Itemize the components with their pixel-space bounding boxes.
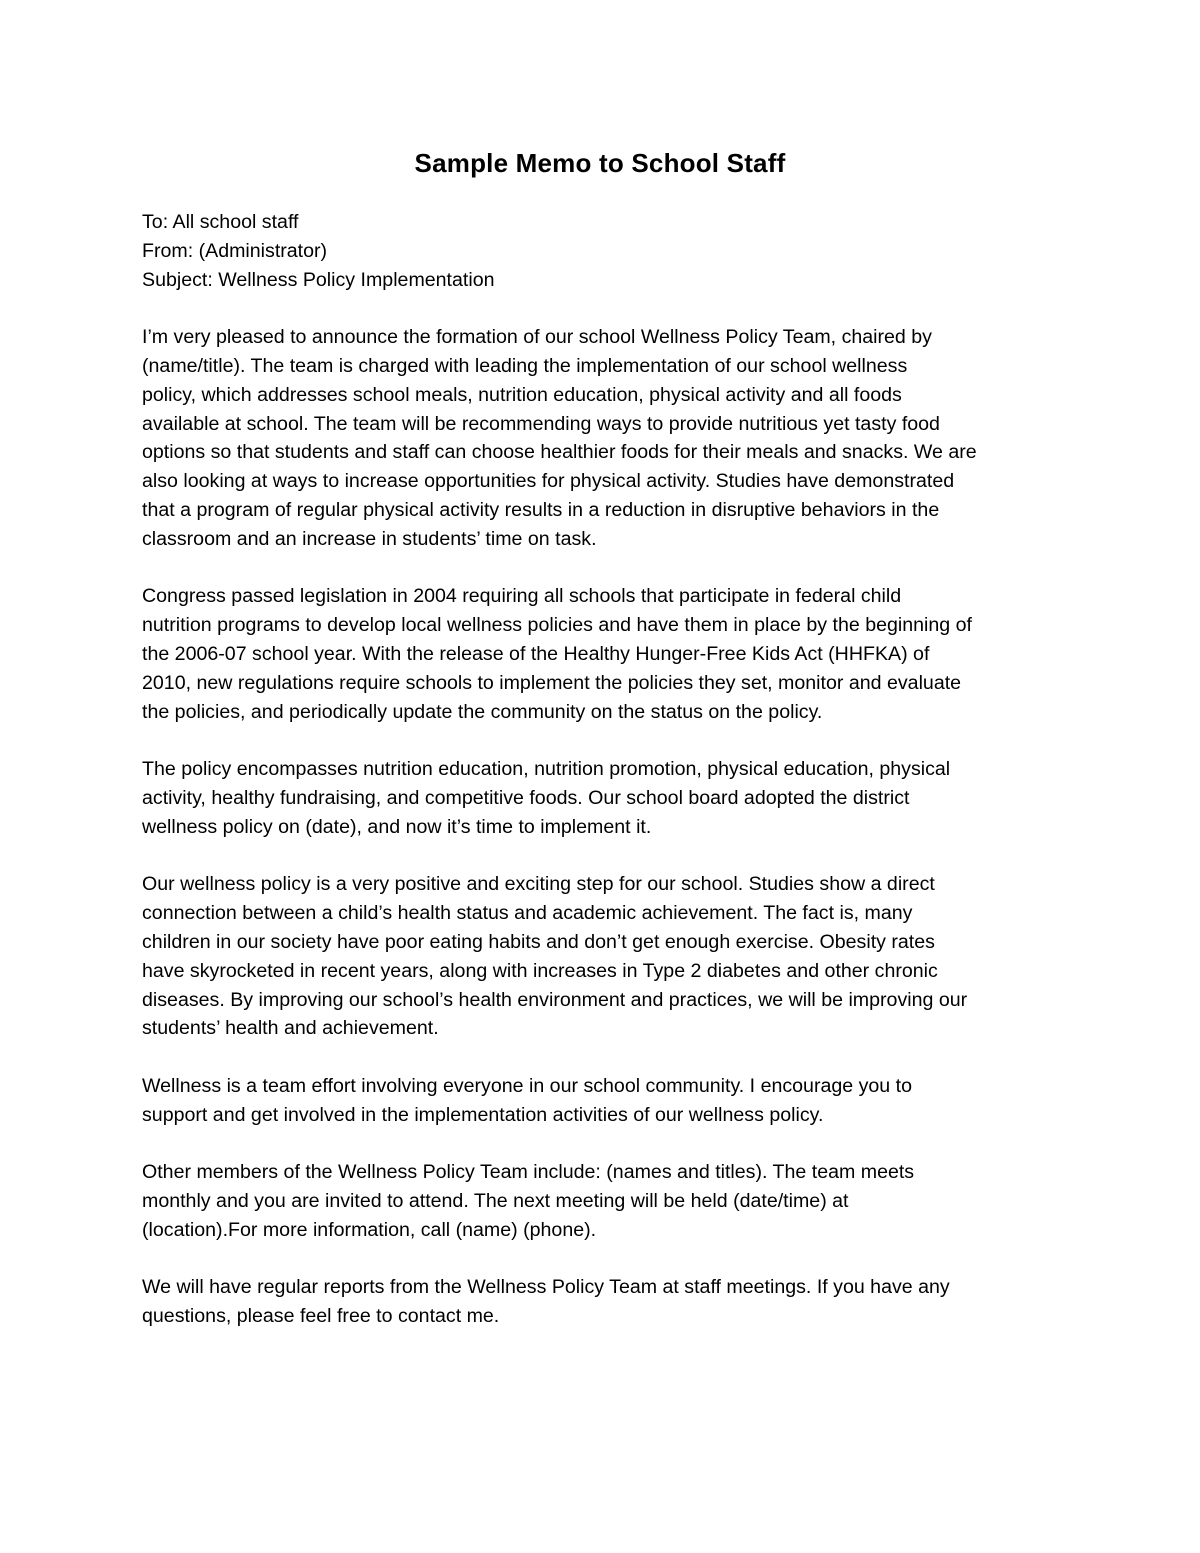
text-line: that a program of regular physical activity results in a reduction in disruptive behaviors in the xyxy=(142,498,940,521)
text-line: options so that students and staff can choose healthier foods for their meals and snacks. We are xyxy=(142,441,977,464)
text-line: support and get involved in the implementation activities of our wellness policy. xyxy=(142,1103,824,1126)
paragraph-team-members xyxy=(142,1158,1072,1244)
text-line: the 2006-07 school year. With the release of the Healthy Hunger-Free Kids Act (HHFKA) of xyxy=(142,642,930,665)
text-line: We will have regular reports from the Wellness Policy Team at staff meetings. If you have any xyxy=(142,1276,950,1299)
text-line: Other members of the Wellness Policy Team include: (names and titles). The team meets xyxy=(142,1161,915,1184)
memo-to-line: To: All school staff xyxy=(142,211,299,233)
text-line: Congress passed legislation in 2004 requiring all schools that participate in federal child xyxy=(142,585,902,608)
paragraph-health-achievement xyxy=(142,870,1072,1043)
text-line: activity, healthy fundraising, and competitive foods. Our school board adopted the district xyxy=(142,786,910,809)
paragraph-team-effort xyxy=(142,1072,1072,1130)
text-line: monthly and you are invited to attend. The next meeting will be held (date/time) at xyxy=(142,1190,849,1213)
text-line: available at school. The team will be recommending ways to provide nutritious yet tasty food xyxy=(142,412,940,435)
text-line: 2010, new regulations require schools to implement the policies they set, monitor and evaluate xyxy=(142,671,962,694)
text-line: questions, please feel free to contact me. xyxy=(142,1305,500,1328)
text-line: nutrition programs to develop local wellness policies and have them in place by the beginning of xyxy=(142,614,972,637)
text-line: diseases. By improving our school’s health environment and practices, we will be improving our xyxy=(142,988,968,1011)
text-line: Our wellness policy is a very positive and exciting step for our school. Studies show a direct xyxy=(142,873,935,896)
text-line: children in our society have poor eating habits and don’t get enough exercise. Obesity rates xyxy=(142,930,935,953)
text-line: I’m very pleased to announce the formation of our school Wellness Policy Team, chaired by xyxy=(142,326,932,349)
text-line: The policy encompasses nutrition education, nutrition promotion, physical education, physical xyxy=(142,758,951,781)
text-line: students’ health and achievement. xyxy=(142,1017,439,1040)
text-line: policy, which addresses school meals, nutrition education, physical activity and all foods xyxy=(142,383,902,406)
text-line: classroom and an increase in students’ time on task. xyxy=(142,527,597,550)
text-line: (location).For more information, call (name) (phone). xyxy=(142,1218,597,1241)
text-line: also looking at ways to increase opportunities for physical activity. Studies have demonstrated xyxy=(142,470,955,493)
text-line: (name/title). The team is charged with leading the implementation of our school wellness xyxy=(142,354,908,377)
memo-title: Sample Memo to School Staff xyxy=(414,148,786,178)
text-line: the policies, and periodically update the community on the status on the policy. xyxy=(142,700,823,723)
text-line: Wellness is a team effort involving everyone in our school community. I encourage you to xyxy=(142,1074,912,1097)
text-line: connection between a child’s health status and academic achievement. The fact is, many xyxy=(142,902,913,925)
memo-from-line: From: (Administrator) xyxy=(142,239,328,262)
memo-header xyxy=(142,208,1072,294)
memo-subject-line: Subject: Wellness Policy Implementation xyxy=(142,268,495,291)
text-line: have skyrocketed in recent years, along with increases in Type 2 diabetes and other chronic xyxy=(142,959,938,982)
paragraph-policy-scope xyxy=(142,755,1072,841)
text-line: wellness policy on (date), and now it’s time to implement it. xyxy=(142,815,652,838)
memo-body xyxy=(142,208,1072,1360)
paragraph-announcement xyxy=(142,323,1072,553)
paragraph-legislation xyxy=(142,582,1072,726)
paragraph-closing xyxy=(142,1273,1072,1331)
